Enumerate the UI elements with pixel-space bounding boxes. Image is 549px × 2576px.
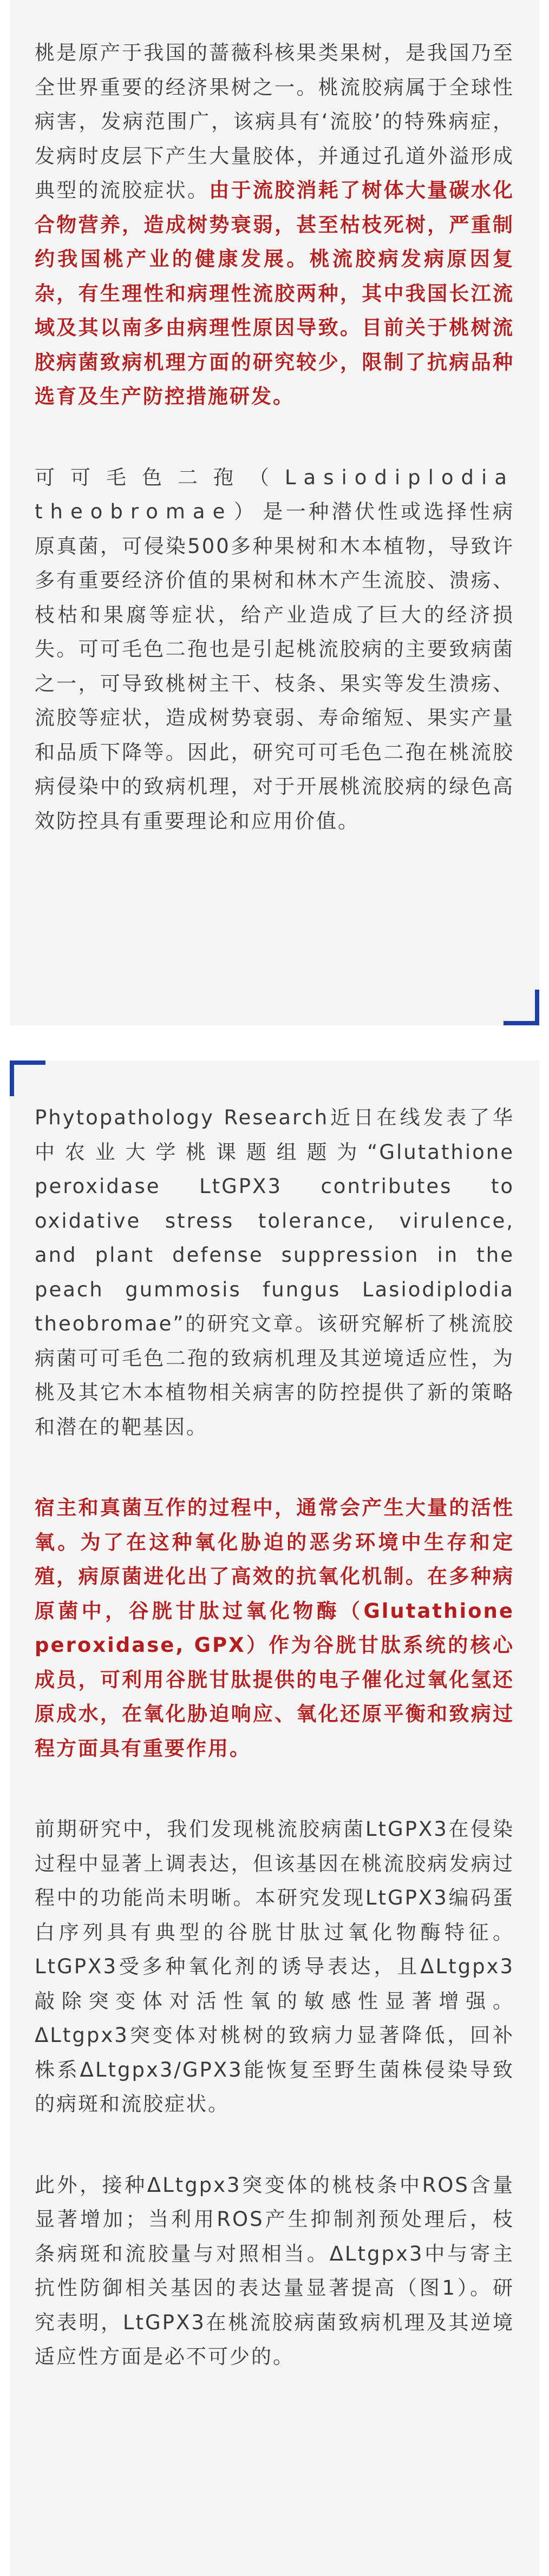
paragraph-intro (35, 36, 514, 414)
corner-decoration-top-left (10, 1060, 45, 1096)
paragraph-publication: Phytopathology Research近日在线发表了华中农业大学桃课题组题为“Glutathione peroxidase LtGPX3 contributes to oxidative stress tolerance, virulence, and plant defense suppression in the peach gummosis fungus Lasiodiplodia theobromae”的研究文章。该研究解析了桃流胶病菌可可毛色二孢的致病机理及其逆境适应性，为桃及其它木本植物相关病害的防控提供了新的策略和潜在的靶基因。 (35, 1106, 514, 1439)
paragraph-pathogen (35, 460, 514, 839)
paragraph-conclusion: 此外，接种ΔLtgpx3突变体的桃枝条中ROS含量显著增加；当利用ROS产生抑制剂预处理后，枝条病斑和流胶量与对照相当。ΔLtgpx3中与寄主抗性防御相关基因的表达量显著提高（图1）。研究表明，LtGPX3在桃流胶病菌致病机理及其逆境适应性方面是必不可少的。 (35, 2173, 514, 2368)
pathogen-text: 是一种潜伏性或选择性病原真菌，可侵染500多种果树和木本植物，导致许多有重要经济价值的果树和林木产生流胶、溃疡、枝枯和果腐等症状，给产业造成了巨大的经济损失。可可毛色二孢也是引起桃流胶病的主要致病菌之一，可导致桃树主干、枝条、果实等发生溃疡、流胶等症状，造成树势衰弱、寿命缩短、果实产量和品质下降等。因此，研究可可毛色二孢在桃流胶病侵染中的致病机理，对于开展桃流胶病的绿色高效防控具有重要理论和应用价值。 (35, 500, 514, 833)
pathogen-name: 可可毛色二孢（Lasiodiplodia theobromae） (35, 465, 514, 523)
paragraph-background-highlight: 宿主和真菌互作的过程中，通常会产生大量的活性氧。为了在这种氧化胁迫的恶劣环境中生存和定殖，病原菌进化出了高效的抗氧化机制。在多种病原菌中，谷胱甘肽过氧化物酶（Glutathione peroxidase, GPX）作为谷胱甘肽系统的核心成员，可利用谷胱甘肽提供的电子催化过氧化氢还原成水，在氧化胁迫响应、氧化还原平衡和致病过程方面具有重要作用。 (35, 1496, 514, 1760)
research-card (10, 1060, 539, 2576)
corner-decoration-bottom-right (504, 990, 539, 1025)
intro-highlight: 由于流胶消耗了树体大量碳水化合物营养，造成树势衰弱，甚至枯枝死树，严重制约我国桃产业的健康发展。桃流胶病发病原因复杂，有生理性和病理性流胶两种，其中我国长江流域及其以南多由病理性原因导致。目前关于桃树流胶病菌致病机理方面的研究较少，限制了抗病品种选育及生产防控措施研发。 (35, 179, 515, 408)
paragraph-findings: 前期研究中，我们发现桃流胶病菌LtGPX3在侵染过程中显著上调表达，但该基因在桃流胶病发病过程中的功能尚未明晰。本研究发现LtGPX3编码蛋白序列具有典型的谷胱甘肽过氧化物酶特征。LtGPX3受多种氧化剂的诱导表达，且ΔLtgpx3敲除突变体对活性氧的敏感性显著增强。ΔLtgpx3突变体对桃树的致病力显著降低，回补株系ΔLtgpx3/GPX3能恢复至野生菌株侵染导致的病斑和流胶症状。 (35, 1817, 514, 2116)
intro-card (10, 0, 539, 1025)
intro-text: 桃是原产于我国的蔷薇科核果类果树，是我国乃至全世界重要的经济果树之一。桃流胶病属于全球性病害，发病范围广，该病具有‘流胶’的特殊病症，发病时皮层下产生大量胶体，并通过孔道外溢形成典型的流胶症状。 (35, 41, 514, 202)
